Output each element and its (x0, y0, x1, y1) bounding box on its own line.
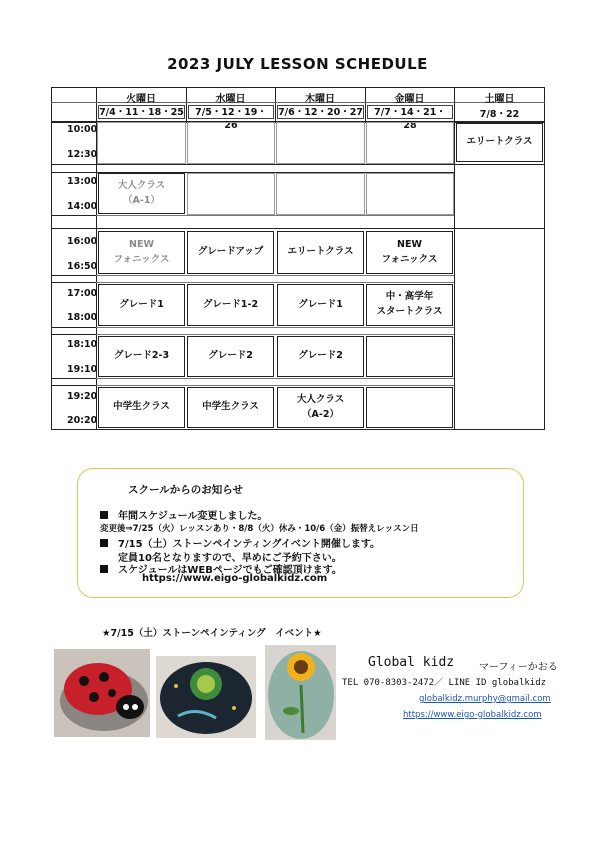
day-header-sat: 土曜日 (484, 94, 515, 105)
empty-slot (187, 122, 275, 164)
dates-wed: 7/5・12・19・26 (188, 105, 274, 119)
class-cell-tue-1600: NEW フォニックス (98, 231, 185, 274)
dates-sat: 7/8・22 (479, 109, 520, 120)
class-cell-tue-1700: グレード1 (98, 284, 185, 326)
event-title: ★7/15（土）ストーンペインティング イベント★ (102, 628, 322, 639)
empty-slot (276, 122, 365, 164)
time-label: 10:00 (67, 124, 98, 135)
notice-website-link[interactable]: https://www.eigo-globalkidz.com (142, 573, 328, 584)
time-label: 19:20 (67, 391, 98, 402)
class-cell-wed-1920: 中学生クラス (187, 387, 274, 428)
class-cell-tue-1920: 中学生クラス (98, 387, 185, 428)
empty-slot (187, 173, 275, 215)
notice-item-2-detail: 定員10名となりますので、早めにご予約下さい。 (118, 553, 342, 564)
time-label: 18:00 (67, 312, 98, 323)
bullet-icon (100, 511, 108, 519)
class-cell-fri-1700: 中・高学年 スタートクラス (366, 284, 453, 326)
notice-title: スクールからのお知らせ (128, 484, 243, 496)
day-header-fri: 金曜日 (394, 94, 425, 105)
class-cell-sat-1000: エリートクラス (456, 123, 543, 162)
class-cell-wed-1700: グレード1-2 (187, 284, 274, 326)
dates-thu: 7/6・12・20・27 (278, 107, 363, 118)
class-cell-wed-1600: グレードアップ (187, 231, 274, 274)
owner-name: マーフィーかおる (479, 662, 558, 673)
notice-item-3: スケジュールはWEBページでもご確認頂けます。 (100, 561, 342, 576)
dates-fri: 7/7・14・21・28 (367, 105, 453, 119)
empty-slot (366, 173, 454, 215)
class-cell-fri-1600: NEW フォニックス (366, 231, 453, 274)
time-label: 12:30 (67, 149, 98, 160)
dark-stone-photo (156, 656, 256, 738)
website-link[interactable]: https://www.eigo-globalkidz.com (403, 710, 542, 720)
empty-slot (366, 387, 453, 428)
day-header-thu: 木曜日 (305, 94, 335, 105)
time-label: 18:10 (67, 339, 98, 350)
sunflower-stone-photo (265, 645, 336, 740)
notice-item-1-detail: 変更後⇒7/25（火）レッスンあり・8/8（火）休み・10/6（金）振替えレッスン日 (100, 524, 419, 534)
time-label: 16:50 (67, 261, 98, 272)
class-cell-tue-1810: グレード2-3 (98, 336, 185, 377)
class-cell-wed-1810: グレード2 (187, 336, 274, 377)
empty-slot (97, 122, 186, 164)
email-link[interactable]: globalkidz.murphy@gmail.com (419, 694, 551, 704)
class-cell-tue-1300: 大人クラス （A-1） (98, 173, 185, 214)
ladybug-stone-photo (54, 649, 150, 737)
time-label: 17:00 (67, 288, 98, 299)
page-title: 2023 JULY LESSON SCHEDULE (167, 55, 428, 73)
empty-slot (276, 173, 365, 215)
class-cell-thu-1600: エリートクラス (277, 231, 364, 274)
class-cell-thu-1700: グレード1 (277, 284, 364, 326)
bullet-icon (100, 539, 108, 547)
day-header-wed: 水曜日 (215, 94, 246, 105)
notice-item-2: 7/15（土）ストーンペインティングイベント開催します。 (100, 535, 380, 550)
time-label: 19:10 (67, 364, 98, 375)
contact-info: TEL 070-8303-2472／ LINE ID globalkidz (342, 678, 547, 688)
brand-name: Global kidz (368, 655, 455, 670)
time-label: 14:00 (67, 201, 98, 212)
day-header-tue: 火曜日 (126, 94, 156, 105)
class-cell-thu-1810: グレード2 (277, 336, 364, 377)
bullet-icon (100, 565, 108, 573)
empty-slot (366, 122, 454, 164)
time-label: 16:00 (67, 236, 98, 247)
notice-item-1: 年間スケジュール変更しました。 (100, 507, 267, 522)
empty-slot (366, 336, 453, 377)
time-label: 20:20 (67, 415, 98, 426)
dates-tue: 7/4・11・18・25 (99, 107, 184, 118)
class-cell-thu-1920: 大人クラス （A-2） (277, 387, 364, 428)
time-label: 13:00 (67, 176, 98, 187)
